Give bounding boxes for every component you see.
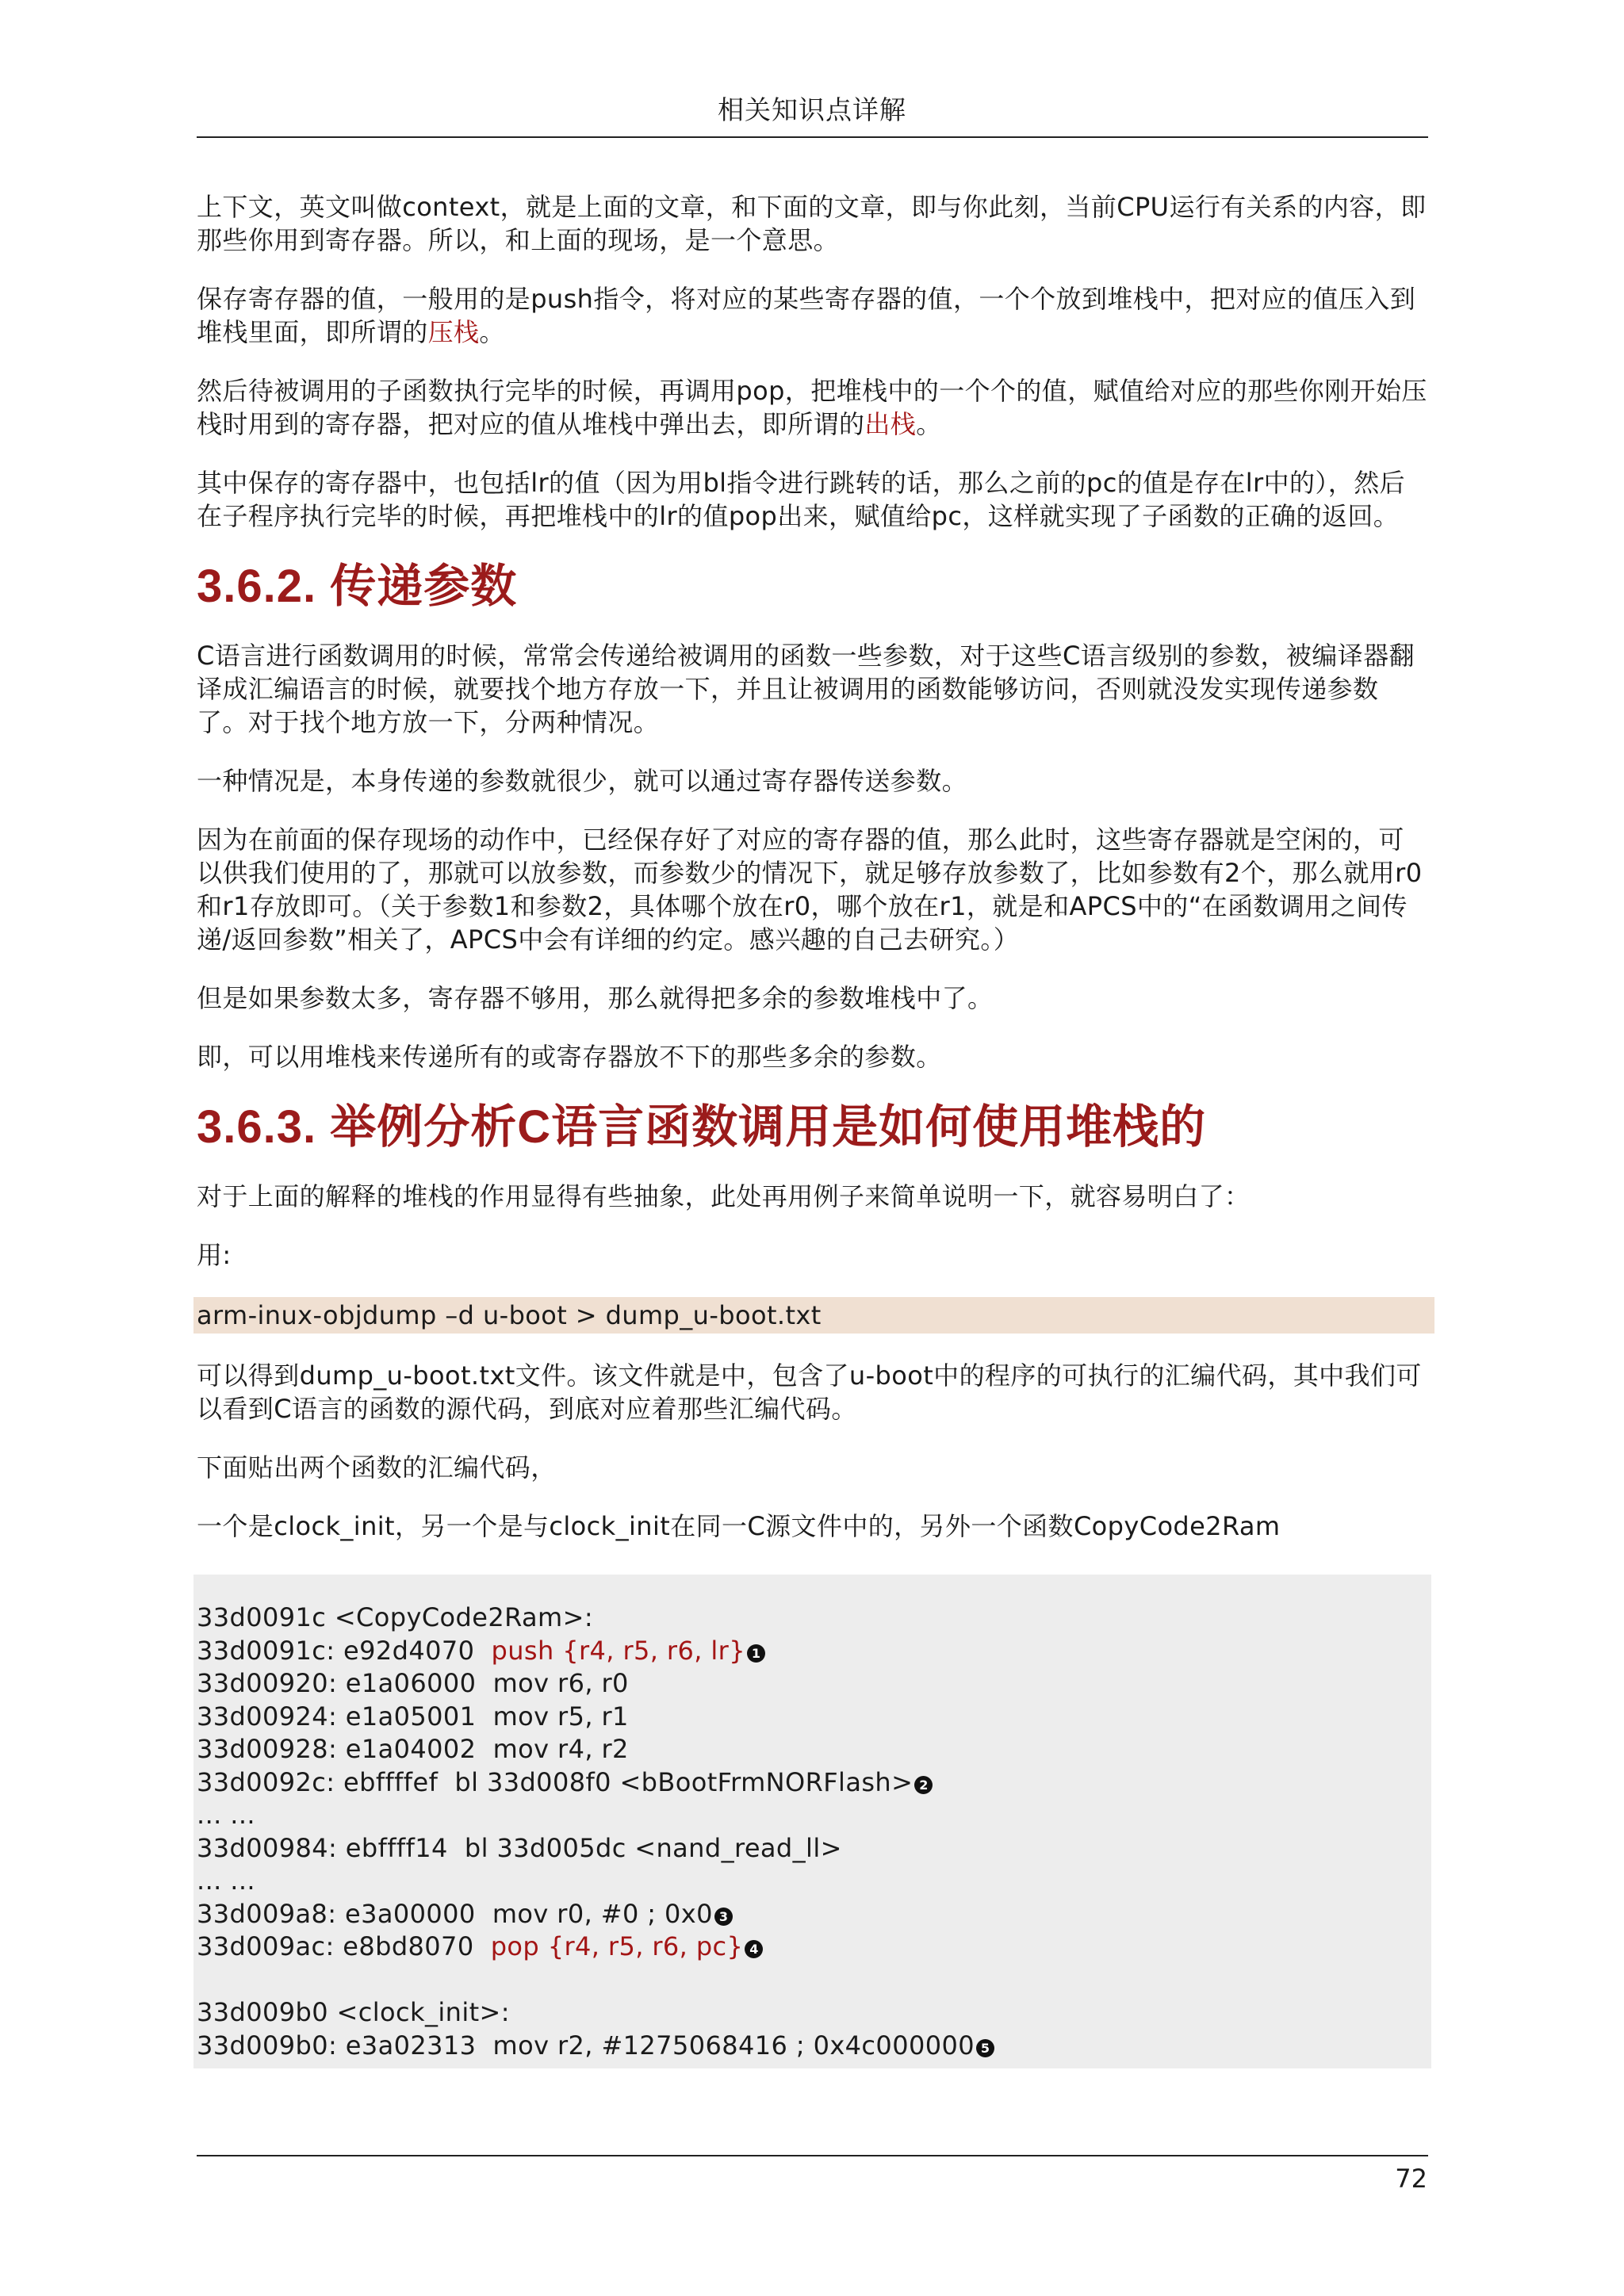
code-line xyxy=(197,1898,1431,1931)
code-text: 33d0092c: ebffffef bl 33d008f0 <bBootFrmNORFlash> xyxy=(197,1766,914,1797)
annotation-badge: 2 xyxy=(914,1776,933,1794)
paragraph-params-intro: C语言进行函数调用的时候，常常会传递给被调用的函数一些参数，对于这些C语言级别的参数，被编译器翻译成汇编语言的时候，就要找个地方存放一下，并且让被调用的函数能够访问，否则就没发实现传递参数了。对于找个地方放一下，分两种情况。 xyxy=(197,641,1415,737)
paragraph-params-many: 但是如果参数太多，寄存器不够用，那么就得把多余的参数堆栈中了。 xyxy=(197,983,994,1013)
pop-stack-term: 出栈 xyxy=(864,409,917,439)
paragraph-push-text: 保存寄存器的值，一般用的是push指令，将对应的某些寄存器的值，一个个放到堆栈中，把对应的值压入到堆栈里面，即所谓的 xyxy=(197,284,1416,347)
paragraph-params-few: 一种情况是，本身传递的参数就很少，就可以通过寄存器传送参数。 xyxy=(197,766,968,796)
annotation-badge: 5 xyxy=(976,2039,994,2057)
code-line: 33d009b0 <clock_init>: xyxy=(197,1997,510,2027)
paragraph-context: 上下文，英文叫做context，就是上面的文章，和下面的文章，即与你此刻，当前CPU运行有关系的内容，即那些你用到寄存器。所以，和上面的现场，是一个意思。 xyxy=(197,192,1427,255)
paragraph-lr: 其中保存的寄存器中，也包括lr的值（因为用bl指令进行跳转的话，那么之前的pc的值是存在lr中的），然后在子程序执行完毕的时候，再把堆栈中的lr的值pop出来，赋值给pc，这样就实现了子函数的正确的返回。 xyxy=(197,468,1406,531)
code-line: 33d00928: e1a04002 mov r4, r2 xyxy=(197,1734,629,1764)
page-number: 72 xyxy=(1395,2164,1427,2194)
command-line-block: arm-inux-objdump –d u-boot > dump_u-boot.txt xyxy=(193,1297,1434,1334)
assembly-code-block xyxy=(193,1575,1431,2068)
paragraph-dump-file: 可以得到dump_u-boot.txt文件。该文件就是中，包含了u-boot中的程序的可执行的汇编代码，其中我们可以看到C语言的函数的源代码，到底对应着那些汇编代码。 xyxy=(197,1360,1422,1424)
code-blank-line xyxy=(197,1964,1431,1997)
code-line: 33d00984: ebffff14 bl 33d005dc <nand_read_ll> xyxy=(197,1832,842,1863)
annotation-badge: 4 xyxy=(745,1940,763,1958)
paragraph-asm-intro: 下面贴出两个函数的汇编代码， xyxy=(197,1452,557,1483)
header-title: 相关知识点详解 xyxy=(718,94,906,125)
code-line: ... ... xyxy=(197,1866,256,1896)
section-heading-3-6-3: 3.6.3. 举例分析C语言函数调用是如何使用堆栈的 xyxy=(197,1101,1207,1153)
paragraph-use: 用: xyxy=(197,1240,232,1270)
code-line: 33d0091c <CopyCode2Ram>: xyxy=(197,1602,594,1632)
paragraph-pop xyxy=(197,374,1428,441)
footer-rule xyxy=(197,2155,1428,2156)
paragraph-example-intro: 对于上面的解释的堆栈的作用显得有些抽象，此处再用例子来简单说明一下，就容易明白了： xyxy=(197,1181,1251,1211)
code-line: 33d00920: e1a06000 mov r6, r0 xyxy=(197,1668,629,1698)
code-line: ... ... xyxy=(197,1800,256,1830)
code-address: 33d009ac: e8bd8070 xyxy=(197,1931,491,1961)
code-text: 33d009b0: e3a02313 mov r2, #1275068416 ; 0x4c000000 xyxy=(197,2030,975,2061)
code-text: 33d009a8: e3a00000 mov r0, #0 ; 0x0 xyxy=(197,1898,713,1929)
code-line xyxy=(197,2030,1431,2063)
paragraph-push-end: 。 xyxy=(479,317,505,347)
page-content xyxy=(197,190,1428,2068)
paragraph-params-registers: 因为在前面的保存现场的动作中，已经保存好了对应的寄存器的值，那么此时，这些寄存器就是空闲的，可以供我们使用的了，那就可以放参数，而参数少的情况下，就足够存放参数了，比如参数有2个，那么就用r0和r1存放即可。（关于参数1和参数2，具体哪个放在r0，哪个放在r1，就是和APCS中的“在函数调用之间传递/返回参数”相关了，APCS中会有详细的约定。感兴趣的自己去研究。） xyxy=(197,825,1423,955)
code-address: 33d0091c: e92d4070 xyxy=(197,1635,492,1666)
paragraph-push xyxy=(197,282,1428,349)
annotation-badge: 1 xyxy=(747,1644,765,1663)
paragraph-two-functions: 一个是clock_init，另一个是与clock_init在同一C源文件中的，另外一个函数CopyCode2Ram xyxy=(197,1511,1281,1541)
paragraph-pop-text: 然后待被调用的子函数执行完毕的时候，再调用pop，把堆栈中的一个个的值，赋值给对应的那些你刚开始压栈时用到的寄存器，把对应的值从堆栈中弹出去，即所谓的 xyxy=(197,376,1427,439)
paragraph-params-stack: 即，可以用堆栈来传递所有的或寄存器放不下的那些多余的参数。 xyxy=(197,1042,942,1072)
code-push-instruction: push {r4, r5, r6, lr} xyxy=(491,1635,745,1666)
paragraph-pop-end: 。 xyxy=(916,409,942,439)
code-line: 33d00924: e1a05001 mov r5, r1 xyxy=(197,1701,629,1732)
header-rule xyxy=(197,136,1428,138)
annotation-badge: 3 xyxy=(714,1908,733,1926)
code-line xyxy=(197,1635,1431,1668)
code-line xyxy=(197,1931,1431,1964)
section-heading-3-6-2: 3.6.2. 传递参数 xyxy=(197,561,518,612)
code-pop-instruction: pop {r4, r5, r6, pc} xyxy=(490,1931,744,1961)
push-stack-term: 压栈 xyxy=(427,317,480,347)
code-line xyxy=(197,1766,1431,1800)
